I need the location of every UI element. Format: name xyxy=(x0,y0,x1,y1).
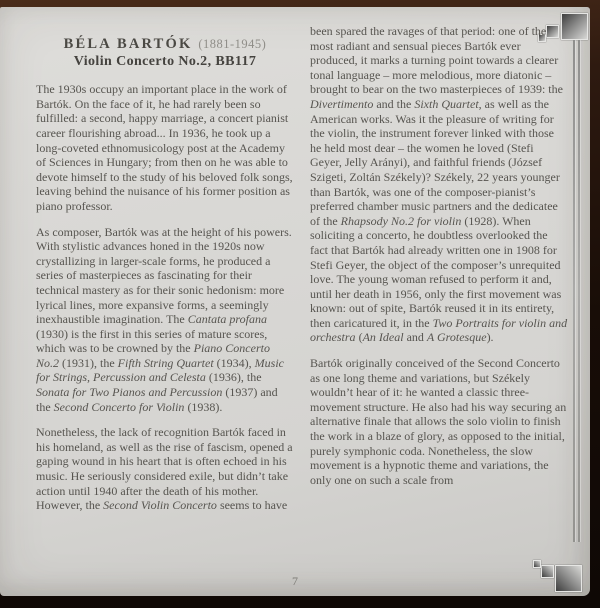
text-run: (1930) is the first in this series of mature scores, which was to be crowned by the xyxy=(36,326,268,356)
page-number: 7 xyxy=(292,574,298,588)
work-reference-italic: An Ideal xyxy=(362,330,404,345)
work-reference-italic: Second Concerto for Violin xyxy=(53,399,185,414)
work-title: Violin Concerto No.2, BB117 xyxy=(73,53,257,69)
work-reference-italic: Rhapsody No.2 for violin xyxy=(340,213,462,228)
work-reference-italic: A Grotesque xyxy=(426,330,487,345)
text-run: been spared the ravages of that period: one of the most radiant and sensual pieces Bartók ever produced, it marks a turning point towards a clearer tonal language – more melodious, more diatonic – brought to bear on the two masterpieces of 1939: the xyxy=(310,24,563,97)
text-run: (1936), the xyxy=(205,370,262,385)
left-column-text xyxy=(36,82,294,513)
work-reference-italic: Piano Concerto No.2 xyxy=(36,341,270,370)
work-reference-italic: Second Violin Concerto xyxy=(103,498,217,513)
paragraph xyxy=(36,425,294,513)
work-reference-italic: Sonata for Two Pianos and Percussion xyxy=(36,385,223,400)
work-reference-italic: Music for Strings, Percussion and Celesta xyxy=(36,355,284,385)
page-header xyxy=(36,37,294,69)
vertical-rule-line xyxy=(578,40,580,542)
text-run: and the xyxy=(373,96,415,111)
text-run: ). xyxy=(486,330,494,345)
composer-dates: (1881-1945) xyxy=(198,37,267,51)
ornament-square-small-icon xyxy=(533,560,541,568)
paragraph xyxy=(310,24,568,345)
text-run: As composer, Bartók was at the height of his powers. With stylistic advances honed in the 1920s now crystallizing in larger-scale forms, he produced a series of masterpieces as fascinating for their technical mastery as for their sonic hedonism: more lyrical lines, more expansive forms, a seemingly inexhaustible imagination. The xyxy=(36,224,292,327)
right-column-text xyxy=(310,24,568,487)
booklet-page xyxy=(0,7,590,596)
text-run: (1934), xyxy=(213,355,255,370)
composer-name-line xyxy=(36,37,294,52)
work-reference-italic: Sixth Quartet xyxy=(414,96,479,111)
text-run: (1937) and the xyxy=(36,385,278,414)
right-column xyxy=(310,24,568,487)
paragraph xyxy=(310,356,568,487)
vertical-rule-line xyxy=(573,40,575,542)
text-run: (1938). xyxy=(184,399,223,414)
text-run: (1931), the xyxy=(59,355,118,370)
work-reference-italic: Fifth String Quartet xyxy=(117,355,214,370)
work-reference-italic: Cantata profana xyxy=(187,312,267,327)
text-run: ( xyxy=(355,330,363,345)
paragraph xyxy=(36,82,294,213)
composer-name: BÉLA BARTÓK xyxy=(63,36,193,52)
left-column xyxy=(36,37,294,513)
text-run: Bartók originally conceived of the Second Concerto as one long theme and variations, but Székely wouldn’t hear of it: he wanted a classic three-movement structure. He also had his way securing an alternative finale that allows the solo violin to finish the work in a blaze of glory, as opposed to the initial, purely symphonic coda. Nonetheless, the slow movement is a hypnotic theme and variations, the only one on such a scale from xyxy=(310,356,567,487)
work-reference-italic: Two Portraits for violin and orchestra xyxy=(310,315,568,345)
work-reference-italic: Divertimento xyxy=(310,96,374,111)
text-run: The 1930s occupy an important place in the work of Bartók. On the face of it, he had rarely been so fulfilled: a second, happy marriage, a concert pianist career flourishing abroad... In 1936, he took up a long-coveted ethnomusicology post at the Academy of Sciences in Hungary; from then on he was able to devote himself to the study of his beloved folk songs, leaving behind the nuisance of his former position as piano professor. xyxy=(36,82,293,213)
text-run: and xyxy=(403,330,427,345)
text-run: Nonetheless, the lack of recognition Bartók faced in his homeland, as well as the rise of fascism, opened a gaping wound in his heart that is often echoed in his music. He seriously considered exile, but didn’t take action until 1940 after the death of his mother. However, the xyxy=(36,425,293,513)
double-vertical-rule xyxy=(573,40,580,542)
text-run: (1928). When soliciting a concerto, he doubtless overlooked the fact that Bartók had already written one in 1908 for Stefi Geyer, the object of the composer’s unrequited love. The young woman refused to perform it and, until her death in 1956, only the first movement was known: out of spite, Bartók reused it in its entirety, then caricatured it, in the xyxy=(310,213,562,330)
text-run: seems to have xyxy=(216,498,288,513)
text-run: , as well as the American works. Was it the pleasure of writing for the violin, the instrument forever linked with those he held most dear – the women he loved (Stefi Geyer, Jelly Arányi), and faithful friends (József Szigeti, Zoltán Székely)? Székely, 22 years younger than Bartók, was one of the composer-pianist’s preferred chamber music partners and the dedicatee of the xyxy=(310,96,560,228)
paragraph xyxy=(36,225,294,415)
